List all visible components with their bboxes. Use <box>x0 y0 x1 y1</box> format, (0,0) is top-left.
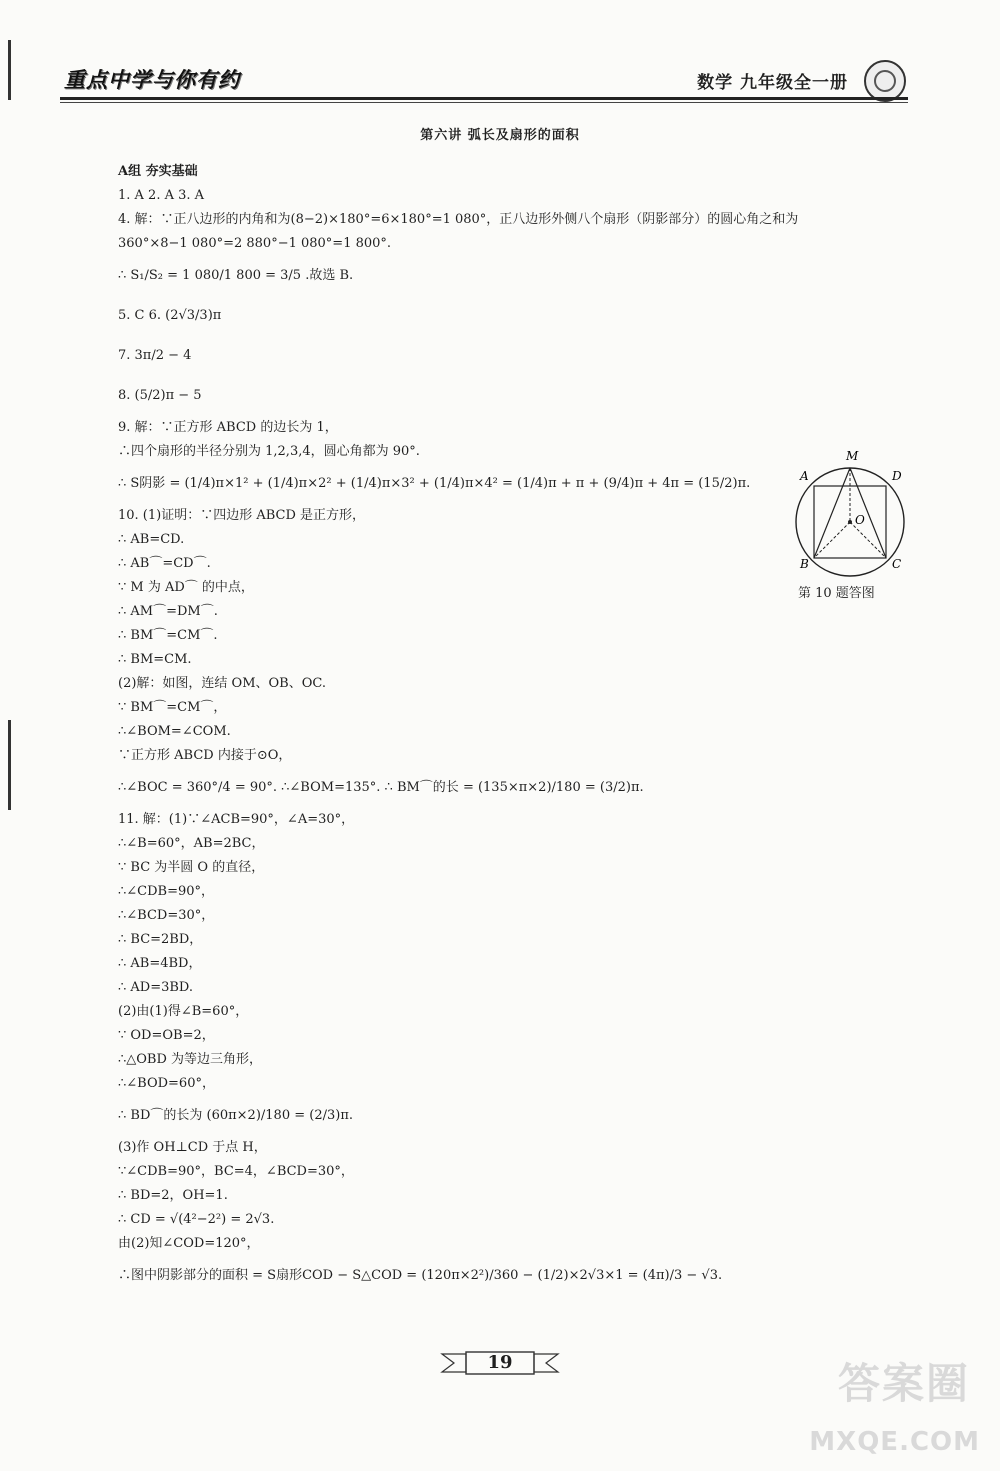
section-title: 第六讲 弧长及扇形的面积 <box>420 128 580 143</box>
answer-line: ∴△OBD 为等边三角形， <box>118 1052 263 1067</box>
label-d: D <box>892 469 902 483</box>
answer-line: ∴四个扇形的半径分别为 1,2,3,4，圆心角都为 90°. <box>118 444 420 459</box>
watermark-logo: 答案圈 <box>837 1359 970 1408</box>
circle-square-diagram <box>788 444 918 584</box>
header-rule <box>60 97 908 100</box>
center-point <box>848 520 852 524</box>
answer-line: ∴∠BOC = 360°/4 = 90°. ∴∠BOM=135°. ∴ BM⌒的长 = (135×π×2)/180 = (3/2)π. <box>118 780 644 795</box>
answer-line: ∴ BD⌒的长为 (60π×2)/180 = (2/3)π. <box>118 1108 353 1123</box>
answer-line: 9. 解：∵正方形 ABCD 的边长为 1， <box>118 420 338 435</box>
answer-line: 10. (1)证明：∵四边形 ABCD 是正方形， <box>118 508 366 523</box>
answer-line: 1. A 2. A 3. A <box>118 188 205 203</box>
label-a: A <box>800 469 809 483</box>
answer-line: ∴ BD=2，OH=1. <box>118 1188 228 1203</box>
answer-line: ∴ BM⌒=CM⌒. <box>118 628 218 643</box>
page-number: 19 <box>487 1352 513 1373</box>
answer-line: ∴ AM⌒=DM⌒. <box>118 604 218 619</box>
answer-line: ∵ OD=OB=2， <box>118 1028 215 1043</box>
answer-line: ∴ AB=4BD， <box>118 956 202 971</box>
answer-line: ∴∠BOM=∠COM. <box>118 724 231 739</box>
answer-line: (2)由(1)得∠B=60°， <box>118 1004 249 1019</box>
answer-line: ∵ BM⌒=CM⌒， <box>118 700 227 715</box>
answer-line: (3)作 OH⊥CD 于点 H， <box>118 1140 267 1155</box>
answer-line: ∴ AB=CD. <box>118 532 185 547</box>
label-b: B <box>800 557 809 571</box>
binding-mark <box>8 720 11 810</box>
label-c: C <box>892 557 902 571</box>
answer-line: 8. (5/2)π − 5 <box>118 388 202 403</box>
answer-line: 由(2)知∠COD=120°， <box>118 1236 260 1251</box>
label-m: M <box>846 449 859 463</box>
answer-line: ∴∠B=60°，AB=2BC， <box>118 836 265 851</box>
answer-line: ∴ AB⌒=CD⌒. <box>118 556 211 571</box>
segment-mb <box>814 468 850 558</box>
answer-content <box>118 160 799 1296</box>
answer-line: ∴∠BCD=30°， <box>118 908 215 923</box>
answer-line: ∴ AD=3BD. <box>118 980 194 995</box>
figure-caption: 第 10 题答图 <box>798 586 875 601</box>
page-header <box>60 62 910 102</box>
answer-line: A组 夯实基础 <box>118 164 198 179</box>
answer-line: ∴∠CDB=90°， <box>118 884 215 899</box>
segment-oc <box>850 522 886 558</box>
answer-line: ∴图中阴影部分的面积 = S扇形COD − S△COD = (120π×2²)/360 − (1/2)×2√3×1 = (4π)/3 − √3. <box>118 1268 723 1283</box>
seal-icon <box>864 60 906 102</box>
answer-line: 11. 解：(1)∵∠ACB=90°，∠A=30°， <box>118 812 355 827</box>
answer-line: 360°×8−1 080°=2 880°−1 080°=1 800°. <box>118 236 392 251</box>
header-rule-thin <box>60 102 908 103</box>
answer-line: ∴ BM=CM. <box>118 652 192 667</box>
binding-mark <box>8 40 11 100</box>
subject-label: 数学 九年级全一册 <box>697 73 848 93</box>
label-o: O <box>855 513 865 527</box>
watermark-url: MXQE.COM <box>809 1427 980 1457</box>
answer-line: ∵ BC 为半圆 O 的直径， <box>118 860 265 875</box>
answer-line: (2)解：如图，连结 OM、OB、OC. <box>118 676 327 691</box>
answer-line: ∴ CD = √(4²−2²) = 2√3. <box>118 1212 275 1227</box>
answer-line: 5. C 6. (2√3/3)π <box>118 308 222 323</box>
segment-ob <box>814 522 850 558</box>
answer-line: ∴∠BOD=60°， <box>118 1076 215 1091</box>
answer-line: 4. 解：∵正八边形的内角和为(8−2)×180°=6×180°=1 080°，正八边形外侧八个扇形（阴影部分）的圆心角之和为 <box>118 212 799 227</box>
answer-line: ∴ BC=2BD， <box>118 932 203 947</box>
figure-q10 <box>788 444 918 588</box>
answer-line: ∴ S阴影 = (1/4)π×1² + (1/4)π×2² + (1/4)π×3² + (1/4)π×4² = (1/4)π + π + (9/4)π + 4π = (15/2)π. <box>118 476 751 491</box>
answer-line: ∵ M 为 AD⌒ 的中点， <box>118 580 254 595</box>
answer-line: 7. 3π/2 − 4 <box>118 348 192 363</box>
answer-line: ∴ S₁/S₂ = 1 080/1 800 = 3/5 .故选 B. <box>118 268 354 283</box>
series-brand: 重点中学与你有约 <box>64 68 240 92</box>
answer-line: ∵正方形 ABCD 内接于⊙O， <box>118 748 292 763</box>
answer-line: ∵∠CDB=90°，BC=4，∠BCD=30°， <box>118 1164 354 1179</box>
